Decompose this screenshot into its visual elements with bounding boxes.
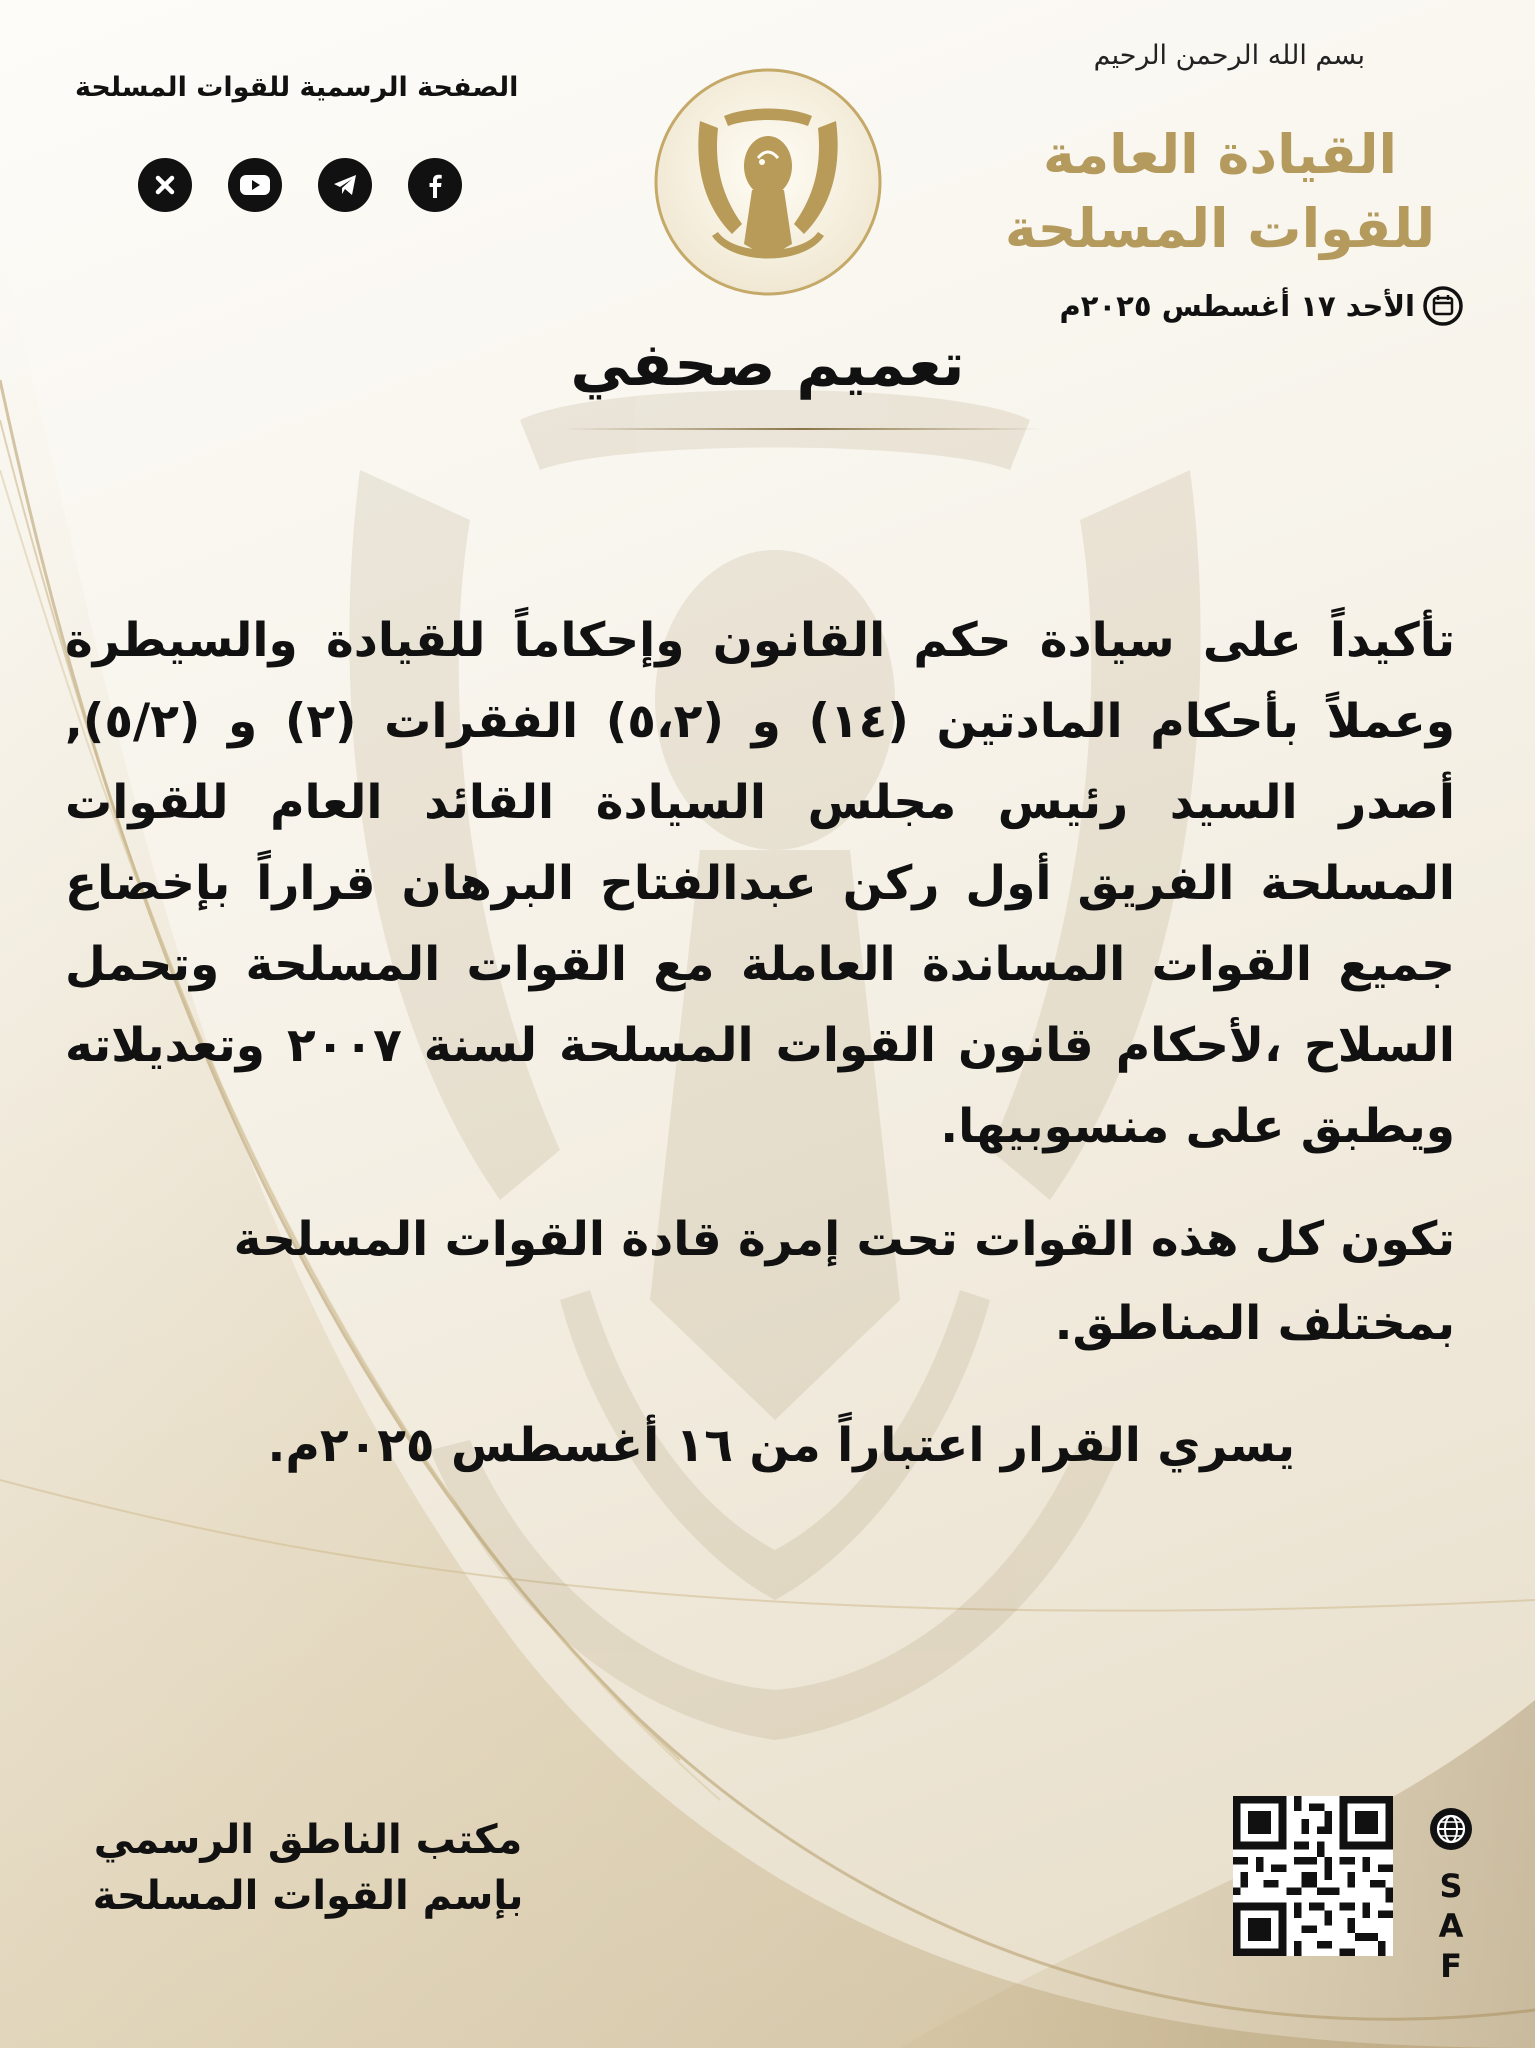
sudan-armed-forces-emblem (652, 66, 884, 298)
telegram-icon[interactable] (318, 158, 372, 212)
organization-name: القيادة العامة للقوات المسلحة (1004, 123, 1436, 260)
qr-code[interactable] (1233, 1796, 1393, 1956)
facebook-icon[interactable] (408, 158, 462, 212)
title-divider (562, 428, 1042, 430)
saf-letter-a: A (1438, 1907, 1464, 1945)
statement-paragraph-3: يسري القرار اعتباراً من ١٦ أغسطس ٢٠٢٥م. (267, 1418, 1295, 1473)
page-title: تعميم صحفي (570, 330, 965, 400)
social-icons (138, 158, 462, 212)
x-icon[interactable] (138, 158, 192, 212)
spokesperson-line-2: بإسم القوات المسلحة (92, 1873, 524, 1919)
calendar-icon (1423, 286, 1463, 326)
globe-icon[interactable] (1428, 1806, 1474, 1852)
spokesperson-line-1: مكتب الناطق الرسمي (93, 1817, 523, 1863)
saf-block (1426, 1806, 1476, 1986)
youtube-icon[interactable] (228, 158, 282, 212)
date-text: الأحد ١٧ أغسطس ٢٠٢٥م (1059, 289, 1415, 323)
statement-paragraph-2: تكون كل هذه القوات تحت إمرة قادة القوات المسلحة بمختلف المناطق. (233, 1212, 1455, 1351)
basmala: بسم الله الرحمن الرحيم (1093, 40, 1365, 71)
saf-letter-f: F (1440, 1947, 1462, 1985)
spokesperson-block (88, 1812, 528, 1924)
date-row (1060, 286, 1463, 326)
saf-letter-s: S (1439, 1867, 1463, 1905)
official-page-label: الصفحة الرسمية للقوات المسلحة (75, 72, 519, 103)
statement-paragraph-1: تأكيداً على سيادة حكم القانون وإحكاماً للقيادة والسيطرة وعملاً بأحكام المادتين (١٤) و (٥،٢) الفقرات (٢) و (٥/٢), أصدر السيد رئيس مجلس السيادة القائد العام للقوات المسلحة الفريق أول ركن عبدالفتاح البرهان قراراً بإخضاع جميع القوات المساندة العاملة مع القوات المسلحة وتحمل السلاح ،لأحكام قانون القوات المسلحة لسنة ٢٠٠٧ وتعديلاته ويطبق على منسوبيها. (65, 613, 1456, 1154)
